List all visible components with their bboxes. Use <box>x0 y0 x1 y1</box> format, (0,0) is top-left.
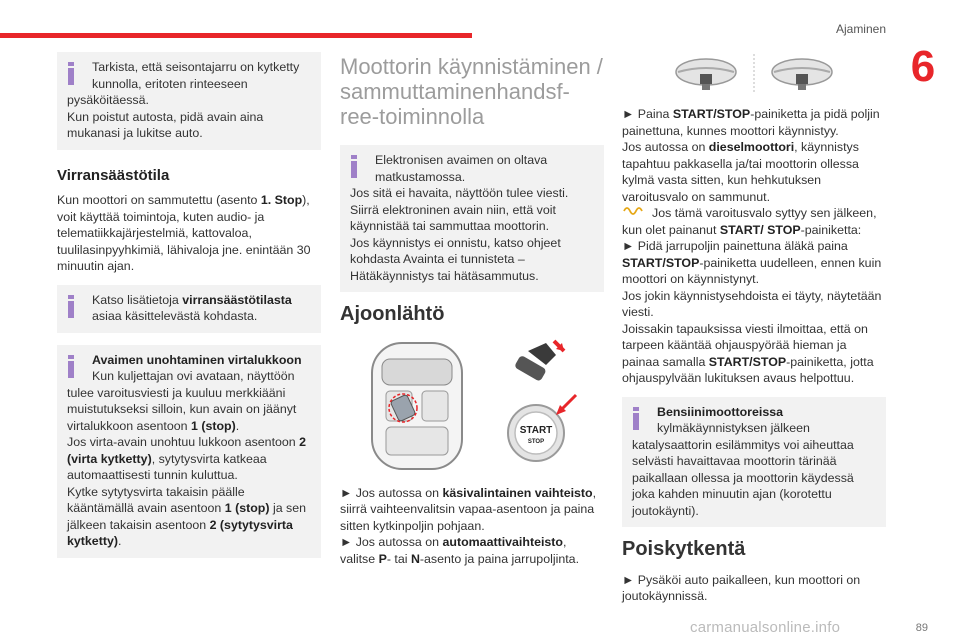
section-title: Ajaminen <box>835 22 886 36</box>
steering-wheel-illustration <box>622 52 886 96</box>
paragraph: Joissakin tapauksissa viesti ilmoittaa, että on tarpeen kääntää ohjauspyörää hieman ja painaa samalla START/STOP-painiketta, jotta ohjauspylvään lukituksen avaus helpottuu. <box>622 321 874 385</box>
info-icon <box>68 295 74 318</box>
info-box-energy-saving <box>57 285 321 333</box>
info-icon <box>68 355 74 378</box>
page-number: 89 <box>915 622 928 634</box>
box-text: Jos sitä ei havaita, näyttöön tulee viesti. Siirrä elektroninen avain niin, että voit käynnistää tai sammuttaa moottorin. <box>350 186 569 233</box>
info-icon <box>351 155 357 178</box>
steering-wheel-right-icon <box>772 59 832 90</box>
box-text: Kun poistut autosta, pidä avain aina mukanasi ja lukitse auto. <box>67 109 264 140</box>
foot-pedal-icon <box>514 341 564 382</box>
box-text: Kun kuljettajan ovi avataan, näyttöön <box>92 369 295 383</box>
illustration-steering-wheels <box>622 52 886 96</box>
column-3 <box>622 52 886 605</box>
paragraph: Kun moottori on sammutettu (asento 1. Stop), voit käyttää toimintoja, kuten audio- ja telematiikkajärjestelmiä, kattovaloa, tuulilasinpyyhkimiä, lähivaloja jne. enintään 30 minuutin ajan. <box>57 193 311 273</box>
paragraph: ► Paina START/STOP-painiketta ja pidä poljin painettuna, kunnes moottori käynnistyy. <box>622 107 880 138</box>
box-text: Elektronisen avaimen on oltava <box>375 153 548 167</box>
top-red-bar <box>0 33 472 38</box>
heading-virransaasto: Virransäästötila <box>57 166 170 184</box>
svg-text:STOP: STOP <box>527 438 545 445</box>
heading-ajoonlahto: Ajoonlähtö <box>340 303 445 325</box>
paragraph: ► Jos autossa on käsivalintainen vaihteisto, siirrä vaihteenvalitsin vapaa-asentoon ja paina sitten kytkinpoljin pohjaan. <box>340 485 597 533</box>
heading-handsfree-start: Moottorin käynnistäminen / sammuttaminenhandsf-ree-toiminnolla <box>340 54 603 129</box>
box-text: kunnolla, eritoten rinteeseen <box>92 76 248 91</box>
info-box-petrol-engines <box>622 397 886 528</box>
info-box-key-forgotten <box>57 345 321 558</box>
start-stop-button-icon <box>508 395 576 461</box>
paragraph: ► Jos autossa on automaattivaihteisto, valitse P- tai N-asento ja paina jarrupoljinta. <box>340 535 580 566</box>
info-box-parking-brake <box>57 52 321 150</box>
info-icon <box>68 62 74 85</box>
paragraph: ► Pidä jarrupoljin painettuna äläkä paina START/STOP-painiketta uudelleen, ennen kuin moottori on käynnistynyt. <box>622 239 882 286</box>
box-title: Bensiinimoottoreissa <box>657 404 783 419</box>
column-2 <box>340 52 604 567</box>
box-text: Tarkista, että seisontajarru on kytketty <box>92 60 300 74</box>
chapter-number: 6 <box>910 42 936 91</box>
info-icon <box>633 407 639 430</box>
box-text: tulee varoitusviesti ja kuuluu merkkiääni muistutukseksi silloin, kun avain on jäänyt virtalukkoon asentoon 1 (stop). <box>67 385 297 433</box>
svg-text:START: START <box>519 424 553 436</box>
paragraph: ► Pysäköi auto paikalleen, kun moottori on joutokäynnissä. <box>622 572 861 603</box>
paragraph: Jos jokin käynnistysehdoista ei täyty, näytetään viesti. <box>622 288 882 319</box>
heading-poiskytkenta: Poiskytkentä <box>622 538 746 560</box>
box-text: Jos virta-avain unohtuu lukkoon asentoon 2 (virta kytketty), sytytysvirta katkeaa automaattisesti tunnin kuluttua. <box>67 435 307 482</box>
box-text: kylmäkäynnistyksen jälkeen katalysaattorin esilämmitys voi aiheuttaa selvästi havaittavaa moottorin tärinää paikallaan ollessa ja moottorin käydessä joka kahden minuutin ajan (korotettu joutokäynti). <box>632 421 854 518</box>
glow-plug-warning-icon <box>622 205 652 222</box>
box-text: pysäköitäessä. <box>67 93 149 107</box>
paragraph: Jos autossa on dieselmoottori, käynnistys tapahtuu pakkasella ja/tai moottorin ollessa kylmä vasta sitten, kun hehkutuksen varoitusvalo on sammunut. <box>622 140 859 204</box>
info-box-electronic-key <box>340 145 604 292</box>
watermark: carmanualsonline.info <box>690 619 841 636</box>
box-text: Kytke sytytysvirta takaisin päälle kääntämällä avain asentoon 1 (stop) ja sen jälkeen takaisin asentoon 2 (sytytysvirta kytketty). <box>67 484 307 548</box>
box-text: Katso lisätietoja virransäästötilasta asiaa käsittelevästä kohdasta. <box>92 292 292 323</box>
illustration-car-start-button <box>340 337 604 473</box>
box-text: Jos käynnistys ei onnistu, katso ohjeet kohdasta Avainta ei tunnisteta – Hätäkäynnistys tai hätäsammutus. <box>350 235 561 283</box>
box-text: matkustamossa. <box>375 169 466 184</box>
box-title: Avaimen unohtaminen virtalukkoon <box>92 352 302 367</box>
paragraph: Jos tämä varoitusvalo syttyy sen jälkeen, kun olet painanut START/ STOP-painiketta: <box>622 206 877 237</box>
car-key-illustration <box>340 337 604 473</box>
steering-wheel-left-icon <box>676 59 736 90</box>
column-1 <box>57 52 321 570</box>
